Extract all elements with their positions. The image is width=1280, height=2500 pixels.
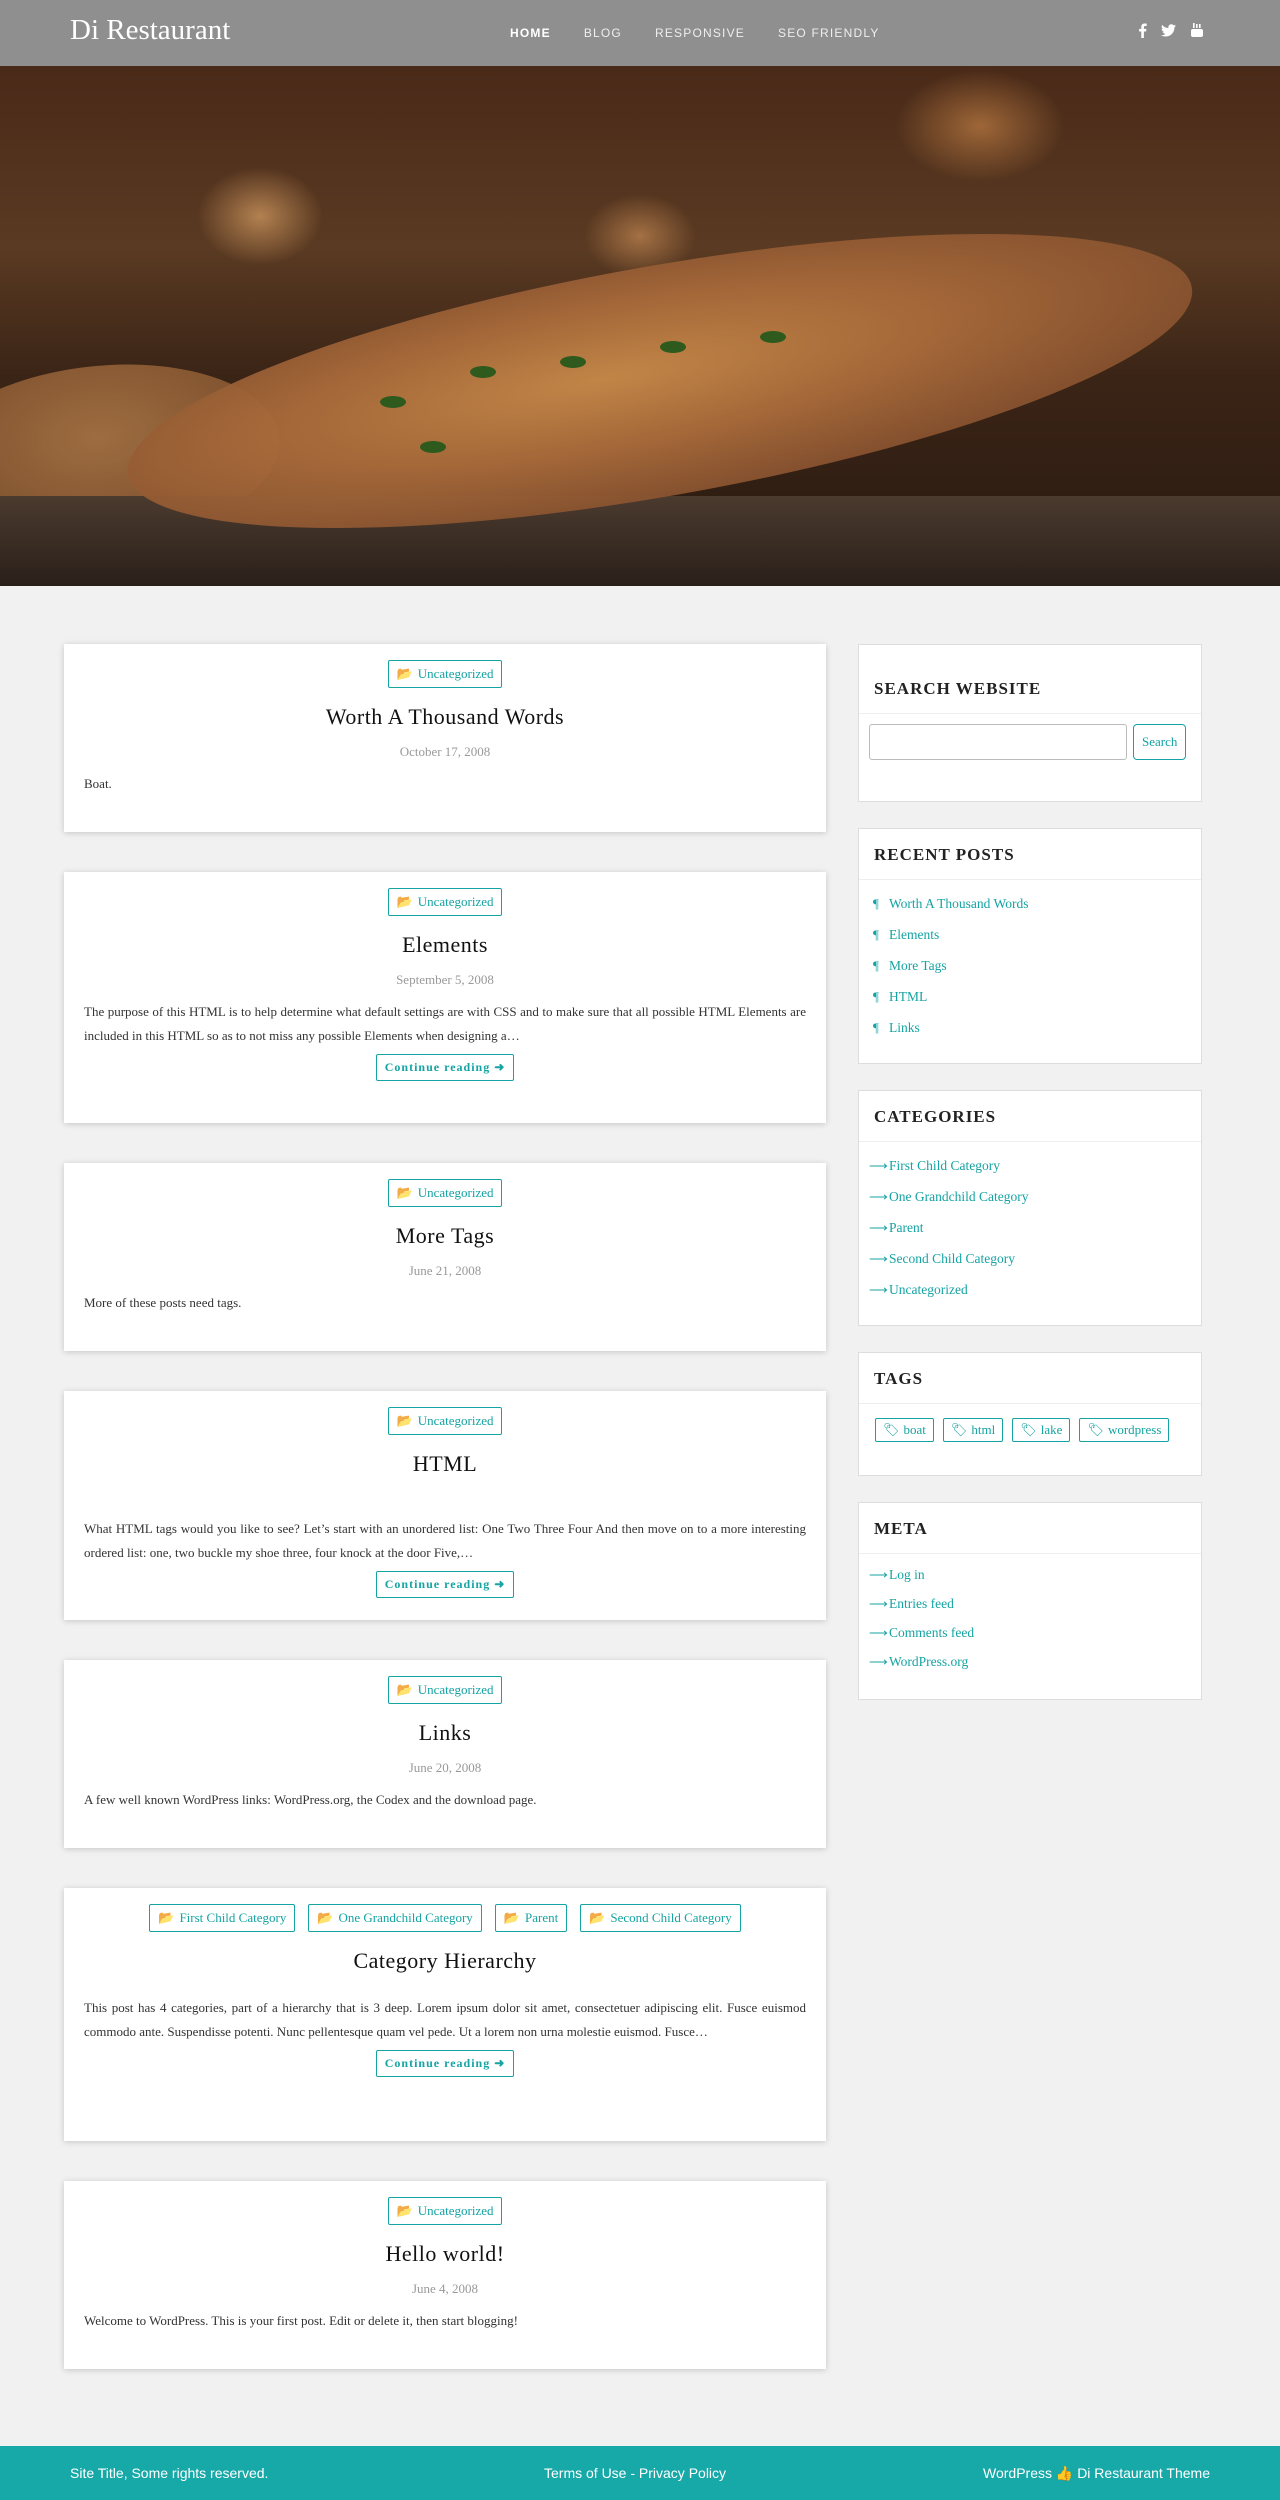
pilcrow-icon: ¶ bbox=[873, 896, 879, 911]
tag-icon: 🏷 bbox=[1020, 1422, 1037, 1437]
pilcrow-icon: ¶ bbox=[873, 927, 879, 942]
category-badge[interactable] bbox=[388, 888, 503, 916]
category-badge[interactable] bbox=[388, 1179, 503, 1207]
post-excerpt: Boat. bbox=[84, 776, 112, 791]
continue-reading-label: Continue reading bbox=[384, 1060, 491, 1074]
hero-topping bbox=[760, 331, 786, 343]
hero-image bbox=[0, 66, 1280, 586]
post-title[interactable]: Hello world! bbox=[385, 2241, 505, 2266]
folder-open-icon: 📂 bbox=[158, 1910, 175, 1925]
footer-copyright: Site Title, Some rights reserved. bbox=[70, 2465, 269, 2481]
recent-post-link[interactable]: Links bbox=[889, 1020, 920, 1035]
post-categories bbox=[84, 1179, 806, 1207]
tag-icon: 🏷 bbox=[1087, 1422, 1104, 1437]
continue-reading-button[interactable] bbox=[376, 2050, 515, 2077]
widget-title: TAGS bbox=[859, 1353, 1201, 1404]
category-label: Uncategorized bbox=[417, 2203, 494, 2218]
post-excerpt: Welcome to WordPress. This is your first post. Edit or delete it, then start blogging! bbox=[84, 2313, 518, 2328]
list-item[interactable] bbox=[869, 981, 1191, 1012]
post-title[interactable]: HTML bbox=[412, 1451, 478, 1476]
tag-label: wordpress bbox=[1107, 1422, 1162, 1437]
post-date: June 4, 2008 bbox=[411, 2281, 479, 2296]
long-arrow-right-icon: ⟶ bbox=[869, 1654, 888, 1669]
long-arrow-right-icon: ⟶ bbox=[869, 1567, 888, 1582]
footer-credit[interactable]: WordPress 👍 Di Restaurant Theme bbox=[983, 2465, 1210, 2481]
pilcrow-icon: ¶ bbox=[873, 1020, 879, 1035]
category-badge[interactable] bbox=[149, 1904, 295, 1932]
list-item[interactable] bbox=[869, 1647, 1191, 1676]
long-arrow-right-icon: ⟶ bbox=[869, 1625, 888, 1640]
categories-widget bbox=[858, 1090, 1202, 1326]
list-item[interactable] bbox=[869, 1181, 1191, 1212]
tag-label: lake bbox=[1040, 1422, 1063, 1437]
post-card bbox=[64, 644, 826, 832]
category-label: Uncategorized bbox=[417, 666, 494, 681]
meta-widget bbox=[858, 1502, 1202, 1700]
continue-reading-label: Continue reading bbox=[384, 1577, 491, 1591]
pilcrow-icon: ¶ bbox=[873, 989, 879, 1004]
widget-title: RECENT POSTS bbox=[859, 829, 1201, 880]
post-title[interactable]: Links bbox=[418, 1720, 472, 1745]
category-badge[interactable] bbox=[308, 1904, 481, 1932]
tag-label: html bbox=[971, 1422, 996, 1437]
site-brand[interactable]: Di Restaurant bbox=[70, 14, 231, 46]
folder-open-icon: 📂 bbox=[396, 1185, 413, 1200]
post-excerpt: More of these posts need tags. bbox=[84, 1295, 242, 1310]
category-label: Parent bbox=[525, 1910, 559, 1925]
recent-posts-widget bbox=[858, 828, 1202, 1064]
widget-title: CATEGORIES bbox=[859, 1091, 1201, 1142]
search-button[interactable]: Search bbox=[1133, 724, 1186, 760]
nav-item-responsive[interactable]: RESPONSIVE bbox=[654, 26, 745, 40]
post-date: June 21, 2008 bbox=[408, 1263, 482, 1278]
folder-open-icon: 📂 bbox=[589, 1910, 606, 1925]
social-links bbox=[1138, 22, 1204, 38]
list-item[interactable] bbox=[869, 1589, 1191, 1618]
meta-link[interactable]: WordPress.org bbox=[889, 1654, 969, 1669]
category-link[interactable]: First Child Category bbox=[889, 1158, 1000, 1173]
post-categories bbox=[84, 660, 806, 688]
twitter-icon[interactable] bbox=[1161, 24, 1176, 37]
tag-link[interactable] bbox=[1012, 1418, 1070, 1442]
search-form bbox=[859, 714, 1201, 774]
tag-link[interactable] bbox=[943, 1418, 1003, 1442]
post-card bbox=[64, 1888, 826, 2141]
folder-open-icon: 📂 bbox=[396, 1413, 413, 1428]
long-arrow-right-icon: ⟶ bbox=[869, 1220, 888, 1235]
tag-cloud bbox=[859, 1404, 1201, 1460]
post-categories bbox=[84, 888, 806, 916]
folder-open-icon: 📂 bbox=[503, 1910, 520, 1925]
recent-post-link[interactable]: More Tags bbox=[889, 958, 947, 973]
post-categories bbox=[84, 2197, 806, 2225]
post-date: June 20, 2008 bbox=[408, 1760, 482, 1775]
site-footer bbox=[0, 2446, 1280, 2500]
folder-open-icon: 📂 bbox=[317, 1910, 334, 1925]
post-card bbox=[64, 2181, 826, 2369]
continue-reading-label: Continue reading bbox=[384, 2056, 491, 2070]
widget-title: SEARCH WEBSITE bbox=[859, 645, 1201, 714]
pilcrow-icon: ¶ bbox=[873, 958, 879, 973]
post-excerpt: A few well known WordPress links: WordPress.org, the Codex and the download page. bbox=[84, 1792, 537, 1807]
widget-title: META bbox=[859, 1503, 1201, 1554]
arrow-right-icon: ➜ bbox=[494, 2056, 506, 2070]
folder-open-icon: 📂 bbox=[396, 666, 413, 681]
hero-topping bbox=[560, 356, 586, 368]
long-arrow-right-icon: ⟶ bbox=[869, 1596, 888, 1611]
hero-topping bbox=[470, 366, 496, 378]
tag-label: boat bbox=[903, 1422, 926, 1437]
tag-icon: 🏷 bbox=[950, 1422, 968, 1437]
recent-post-link[interactable]: Worth A Thousand Words bbox=[889, 896, 1029, 911]
arrow-right-icon: ➜ bbox=[494, 1577, 506, 1591]
list-item[interactable] bbox=[869, 919, 1191, 950]
post-card bbox=[64, 872, 826, 1123]
post-list bbox=[64, 644, 826, 2409]
list-item[interactable] bbox=[869, 950, 1191, 981]
category-badge[interactable] bbox=[580, 1904, 741, 1932]
post-date: October 17, 2008 bbox=[399, 744, 491, 759]
category-label: Second Child Category bbox=[610, 1910, 732, 1925]
tag-link[interactable] bbox=[875, 1418, 934, 1442]
tag-link[interactable] bbox=[1079, 1418, 1169, 1442]
recent-post-link[interactable]: Elements bbox=[889, 927, 940, 942]
post-title[interactable]: More Tags bbox=[395, 1223, 495, 1248]
category-label: First Child Category bbox=[179, 1910, 287, 1925]
post-title[interactable]: Elements bbox=[402, 932, 488, 957]
recent-posts-list bbox=[859, 880, 1201, 1057]
folder-open-icon: 📂 bbox=[396, 2203, 413, 2218]
continue-reading-button[interactable] bbox=[376, 1571, 515, 1598]
category-badge[interactable] bbox=[388, 1407, 503, 1435]
nav-item-home[interactable]: HOME bbox=[510, 26, 551, 40]
category-label: Uncategorized bbox=[417, 1413, 494, 1428]
post-title[interactable]: Worth A Thousand Words bbox=[325, 704, 565, 729]
category-link[interactable]: Parent bbox=[889, 1220, 924, 1235]
category-badge[interactable] bbox=[388, 2197, 503, 2225]
category-label: Uncategorized bbox=[417, 894, 494, 909]
nav-item-blog[interactable]: BLOG bbox=[583, 26, 622, 40]
search-input[interactable] bbox=[869, 724, 1127, 760]
post-categories bbox=[84, 1904, 806, 1932]
list-item[interactable] bbox=[869, 1212, 1191, 1243]
post-categories bbox=[84, 1676, 806, 1704]
arrow-right-icon: ➜ bbox=[494, 1060, 506, 1074]
meta-link[interactable]: Entries feed bbox=[889, 1596, 954, 1611]
long-arrow-right-icon: ⟶ bbox=[869, 1189, 888, 1204]
category-link[interactable]: One Grandchild Category bbox=[889, 1189, 1029, 1204]
list-item[interactable] bbox=[869, 1150, 1191, 1181]
meta-link[interactable]: Log in bbox=[889, 1567, 925, 1582]
continue-reading-button[interactable] bbox=[376, 1054, 515, 1081]
list-item[interactable] bbox=[869, 1618, 1191, 1647]
meta-list bbox=[859, 1554, 1201, 1690]
tags-widget bbox=[858, 1352, 1202, 1476]
list-item[interactable] bbox=[869, 1274, 1191, 1305]
facebook-icon[interactable] bbox=[1138, 23, 1147, 38]
hero-topping bbox=[380, 396, 406, 408]
category-label: Uncategorized bbox=[417, 1682, 494, 1697]
nav-item-seo-friendly[interactable]: SEO FRIENDLY bbox=[778, 26, 880, 40]
long-arrow-right-icon: ⟶ bbox=[869, 1282, 888, 1297]
main-nav bbox=[510, 26, 880, 40]
post-date bbox=[84, 1978, 806, 1984]
list-item[interactable] bbox=[869, 1243, 1191, 1274]
folder-open-icon: 📂 bbox=[396, 1682, 413, 1697]
post-title[interactable]: Category Hierarchy bbox=[353, 1948, 537, 1973]
category-badge[interactable] bbox=[388, 1676, 503, 1704]
category-badge[interactable] bbox=[388, 660, 503, 688]
list-item[interactable] bbox=[869, 888, 1191, 919]
tag-icon: 🏷 bbox=[883, 1422, 900, 1437]
category-badge[interactable] bbox=[495, 1904, 567, 1932]
list-item[interactable] bbox=[869, 1012, 1191, 1043]
post-excerpt: The purpose of this HTML is to help determine what default settings are with CSS and to make sure that all possible HTML Elements are included in this HTML so as to not miss any possible Elements when designing a… bbox=[84, 1004, 806, 1043]
folder-open-icon: 📂 bbox=[396, 894, 413, 909]
search-widget bbox=[858, 644, 1202, 802]
post-categories bbox=[84, 1407, 806, 1435]
site-header bbox=[0, 0, 1280, 66]
categories-list bbox=[859, 1142, 1201, 1319]
category-link[interactable]: Second Child Category bbox=[889, 1251, 1015, 1266]
main-content bbox=[0, 586, 1280, 2446]
post-date bbox=[84, 1491, 806, 1505]
post-date: September 5, 2008 bbox=[396, 972, 494, 987]
category-label: One Grandchild Category bbox=[338, 1910, 473, 1925]
meta-link[interactable]: Comments feed bbox=[889, 1625, 975, 1640]
recent-post-link[interactable]: HTML bbox=[889, 989, 928, 1004]
category-label: Uncategorized bbox=[417, 1185, 494, 1200]
long-arrow-right-icon: ⟶ bbox=[869, 1251, 888, 1266]
post-card bbox=[64, 1163, 826, 1351]
sidebar bbox=[858, 644, 1202, 1726]
list-item[interactable] bbox=[869, 1560, 1191, 1589]
post-card bbox=[64, 1660, 826, 1848]
footer-legal-links[interactable]: Terms of Use - Privacy Policy bbox=[544, 2465, 727, 2481]
post-card bbox=[64, 1391, 826, 1620]
category-link[interactable]: Uncategorized bbox=[889, 1282, 968, 1297]
long-arrow-right-icon: ⟶ bbox=[869, 1158, 888, 1173]
post-excerpt: What HTML tags would you like to see? Let’s start with an unordered list: One Two Three Four And then move on to a more interesting ordered list: one, two buckle my shoe three, four knock at the door Five,… bbox=[84, 1521, 806, 1560]
hero-topping bbox=[420, 441, 446, 453]
youtube-icon[interactable] bbox=[1190, 22, 1204, 38]
hero-topping bbox=[660, 341, 686, 353]
post-excerpt: This post has 4 categories, part of a hierarchy that is 3 deep. Lorem ipsum dolor sit amet, consectetuer adipiscing elit. Fusce euismod commodo ante. Suspendisse potenti. Nunc pellentesque quam vel pede. Ut a lorem non urna molestie euismod. Fusce… bbox=[84, 2000, 806, 2039]
